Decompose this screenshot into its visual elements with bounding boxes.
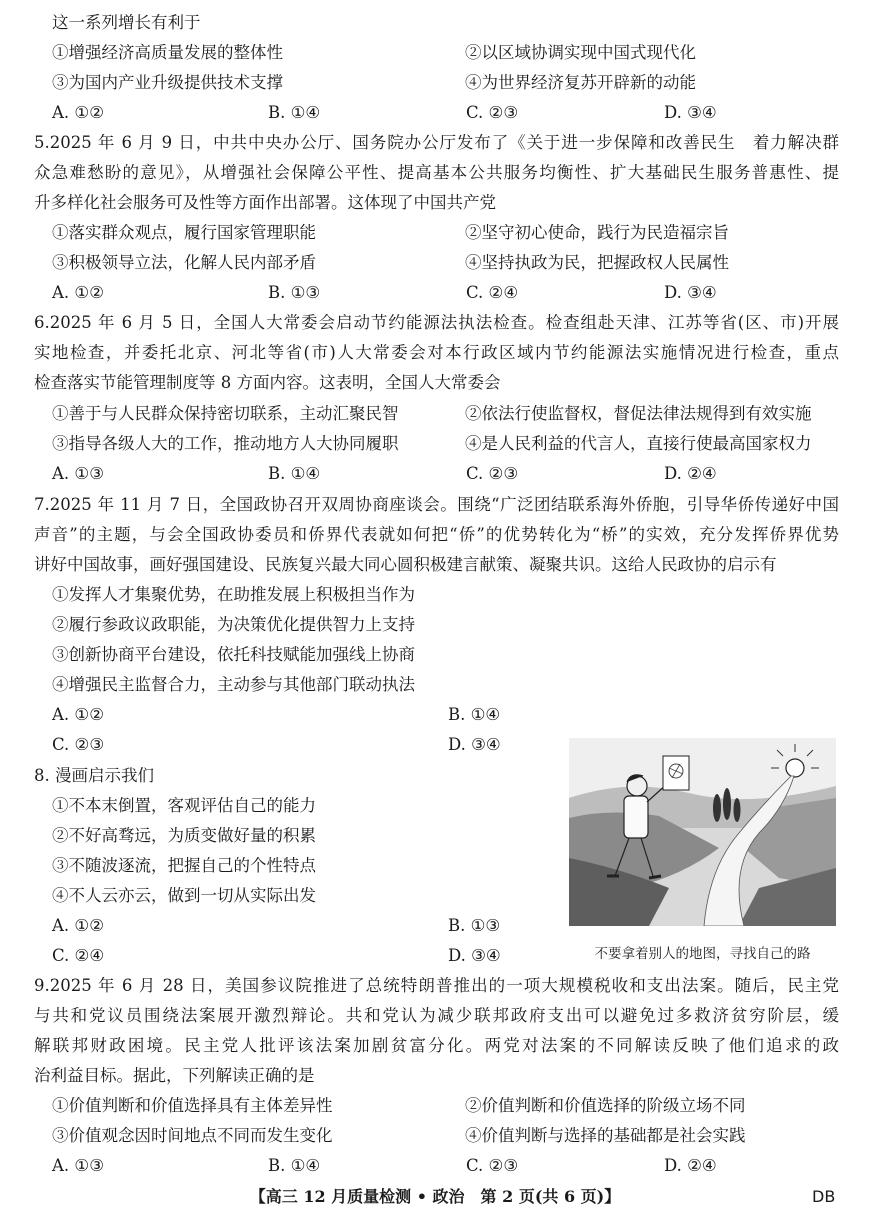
q9-statement-3: ③价值观念因时间地点不同而发生变化: [52, 1126, 333, 1145]
q6-stem-line-2: 实地检查，并委托北京、河北等省(市)人大常委会对本行政区域内节约能源法实施情况进行检查，重点: [34, 343, 839, 362]
q7-option-a: A. ①②: [52, 705, 104, 724]
q8-option-a: A. ①②: [52, 916, 104, 935]
q7-statement-2: ②履行参政议政职能，为决策优化提供智力上支持: [52, 615, 415, 634]
q6-option-b: B. ①④: [268, 464, 321, 483]
q9-stem-line-2: 与共和党议员围绕法案展开激烈辩论。共和党认为减少联邦政府支出可以避免过多救济贫穷阶层，缓: [34, 1006, 839, 1025]
page-footer: 【高三 12 月质量检测 • 政治 第 2 页(共 6 页)】: [249, 1187, 621, 1206]
q4-statement-2: ②以区域协调实现中国式现代化: [465, 43, 696, 62]
q5-option-a: A. ①②: [52, 283, 104, 302]
q5-stem-line-1: 5.2025 年 6 月 9 日，中共中央办公厅、国务院办公厅发布了《关于进一步保障和改善民生 着力解决群: [34, 133, 839, 152]
q4-statement-4: ④为世界经济复苏开辟新的动能: [465, 73, 696, 92]
q9-stem-line-1: 9.2025 年 6 月 28 日，美国参议院推进了总统特朗普推出的一项大规模税收和支出法案。随后，民主党: [34, 976, 839, 995]
q7-stem-line-3: 讲好中国故事，画好强国建设、民族复兴最大同心圆积极建言献策、凝聚共识。这给人民政协的启示有: [34, 555, 777, 574]
q6-statement-1: ①善于与人民群众保持密切联系，主动汇聚民智: [52, 404, 399, 423]
q6-option-c: C. ②③: [466, 464, 519, 483]
q6-statement-3: ③指导各级人大的工作，推动地方人大协同履职: [52, 434, 399, 453]
q7-statement-3: ③创新协商平台建设，依托科技赋能加强线上协商: [52, 645, 415, 664]
paper-code: DB: [812, 1187, 836, 1206]
q6-statement-2: ②依法行使监督权，督促法律法规得到有效实施: [465, 404, 812, 423]
q4-option-a: A. ①②: [52, 103, 104, 122]
q8-statement-1: ①不本末倒置，客观评估自己的能力: [52, 796, 316, 815]
q8-stem: 8. 漫画启示我们: [34, 766, 154, 785]
q7-stem-line-1: 7.2025 年 11 月 7 日，全国政协召开双周协商座谈会。围绕“广泛团结联系海外侨胞，引导华侨传递好中国: [34, 495, 839, 514]
q7-option-d: D. ③④: [448, 735, 501, 754]
q4-option-d: D. ③④: [664, 103, 717, 122]
q6-option-d: D. ②④: [664, 464, 717, 483]
q7-statement-4: ④增强民主监督合力，主动参与其他部门联动执法: [52, 675, 415, 694]
q9-option-d: D. ②④: [664, 1156, 717, 1175]
q6-stem-line-3: 检查落实节能管理制度等 8 方面内容。这表明，全国人大常委会: [34, 373, 501, 392]
q9-statement-4: ④价值判断与选择的基础都是社会实践: [465, 1126, 746, 1145]
q8-option-b: B. ①③: [448, 916, 501, 935]
q4-statement-1: ①增强经济高质量发展的整体性: [52, 43, 283, 62]
q7-statement-1: ①发挥人才集聚优势，在助推发展上积极担当作为: [52, 585, 415, 604]
q8-option-c: C. ②④: [52, 946, 105, 965]
q7-option-c: C. ②③: [52, 735, 105, 754]
q5-statement-4: ④坚持执政为民，把握政权人民属性: [465, 253, 729, 272]
q9-statement-1: ①价值判断和价值选择具有主体差异性: [52, 1096, 333, 1115]
q9-stem-line-4: 治利益目标。据此，下列解读正确的是: [34, 1066, 315, 1085]
cartoon-illustration: [569, 738, 836, 926]
q8-statement-2: ②不好高骛远，为质变做好量的积累: [52, 826, 316, 845]
q5-statement-2: ②坚守初心使命，践行为民造福宗旨: [465, 223, 729, 242]
q8-statement-4: ④不人云亦云，做到一切从实际出发: [52, 886, 316, 905]
q5-stem-line-2: 众急难愁盼的意见》，从增强社会保障公平性、提高基本公共服务均衡性、扩大基础民生服务普惠性、提: [34, 163, 839, 182]
q7-stem-line-2: 声音”的主题，与会全国政协委员和侨界代表就如何把“侨”的优势转化为“桥”的实效，充分发挥侨界优势: [34, 525, 839, 544]
q9-option-b: B. ①④: [268, 1156, 321, 1175]
q9-statement-2: ②价值判断和价值选择的阶级立场不同: [465, 1096, 746, 1115]
q5-option-b: B. ①③: [268, 283, 321, 302]
q9-stem-line-3: 解联邦财政困境。民主党人批评该法案加剧贫富分化。两党对法案的不同解读反映了他们追求的政: [34, 1036, 839, 1055]
q4-option-b: B. ①④: [268, 103, 321, 122]
q7-option-b: B. ①④: [448, 705, 501, 724]
q9-option-c: C. ②③: [466, 1156, 519, 1175]
q5-statement-1: ①落实群众观点，履行国家管理职能: [52, 223, 316, 242]
q5-option-c: C. ②④: [466, 283, 519, 302]
q6-option-a: A. ①③: [52, 464, 104, 483]
q5-statement-3: ③积极领导立法，化解人民内部矛盾: [52, 253, 316, 272]
q4-option-c: C. ②③: [466, 103, 519, 122]
q6-statement-4: ④是人民利益的代言人，直接行使最高国家权力: [465, 434, 812, 453]
q5-stem-line-3: 升多样化社会服务可及性等方面作出部署。这体现了中国共产党: [34, 193, 496, 212]
q8-statement-3: ③不随波逐流，把握自己的个性特点: [52, 856, 316, 875]
q4-statement-3: ③为国内产业升级提供技术支撑: [52, 73, 283, 92]
q9-option-a: A. ①③: [52, 1156, 104, 1175]
cartoon-caption: 不要拿着别人的地图，寻找自己的路: [594, 946, 811, 962]
q5-option-d: D. ③④: [664, 283, 717, 302]
q8-option-d: D. ③④: [448, 946, 501, 965]
map-icon: [663, 756, 689, 790]
q6-stem-line-1: 6.2025 年 6 月 5 日，全国人大常委会启动节约能源法执法检查。检查组赴天津、江苏等省(区、市)开展: [34, 313, 839, 332]
q4-stem-tail: 这一系列增长有利于: [52, 13, 201, 32]
